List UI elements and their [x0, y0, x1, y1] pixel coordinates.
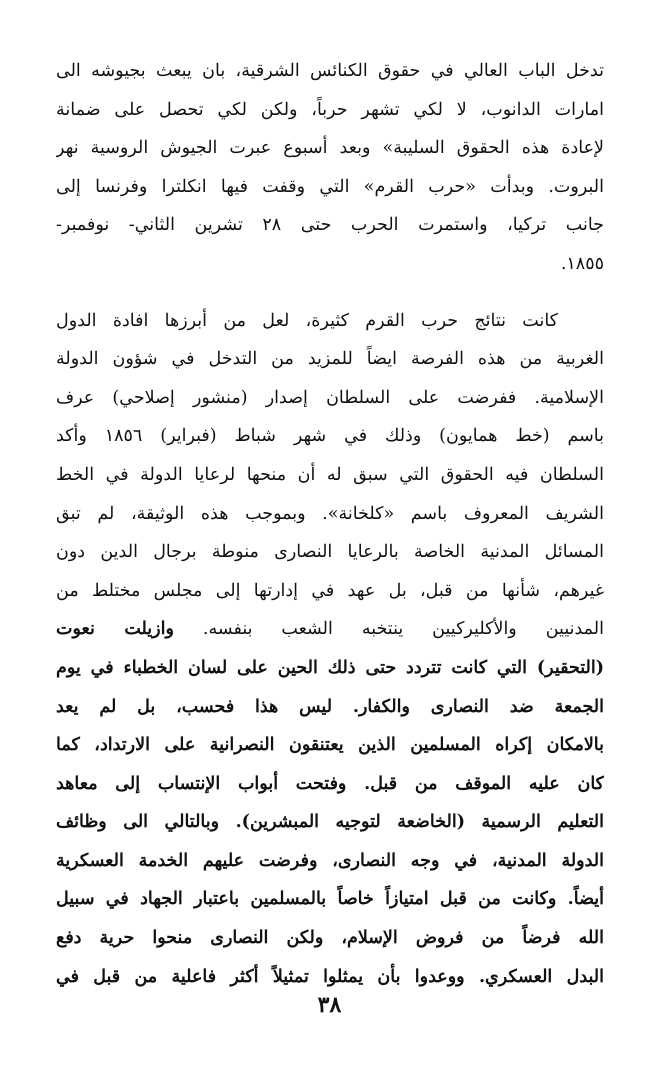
- bold-text-line: التعليم الرسمية (الخاضعة لتوجيه المبشرين). وبالتالي الى وظائف: [56, 812, 604, 833]
- text-line: الإسلامية. ففرضت على السلطان إصدار (منشور إصلاحي) عرف: [56, 387, 604, 408]
- text-line: جانب تركيا، واستمرت الحرب حتى ٢٨ تشرين الثاني- نوفمبر-: [56, 215, 604, 236]
- text-line: باسم (خط همايون) وذلك في شهر شباط (فبراير) ١٨٥٦ وأكد: [56, 426, 604, 447]
- text-line-mixed: [56, 610, 604, 649]
- bold-text: وازيلت نعوت: [56, 619, 174, 640]
- bold-text-line: (التحقير) التي كانت تتردد حتى ذلك الحين على لسان الخطباء في يوم: [56, 657, 604, 678]
- paragraph-1: [56, 52, 604, 284]
- paragraph-2: [56, 302, 604, 997]
- page-number: ٣٨: [317, 992, 342, 1018]
- text-line: المسائل المدنية الخاصة بالرعايا النصارى منوطة برجال الدين دون: [56, 542, 604, 563]
- bold-text-line: الدولة المدنية، في وجه النصارى، وفرضت عليهم الخدمة العسكرية: [56, 850, 604, 871]
- text-line: السلطان فيه الحقوق التي سبق له أن منحها لرعايا الدولة في الخط: [56, 464, 604, 485]
- text-line: تدخل الباب العالي في حقوق الكنائس الشرقية، بان يبعث بجيوشه الى: [56, 61, 604, 81]
- text-line: ١٨٥٥.: [560, 253, 604, 274]
- bold-text-line: كان عليه الموقف من قبل. وفتحت أبواب الإنتساب إلى معاهد: [56, 773, 604, 794]
- text-line: الغربية من هذه الفرصة ايضاً للمزيد من التدخل في شؤون الدولة: [56, 349, 604, 370]
- bold-text-line: الجمعة ضد النصارى والكفار. ليس هذا فحسب، بل لم يعد: [56, 696, 604, 717]
- text-line: البروت. وبدأت «حرب القرم» التي وقفت فيها انكلترا وفرنسا إلى: [56, 176, 604, 197]
- text-line: غيرهم، شأنها من قبل، بل عهد في إدارتها إلى مجلس مختلط من: [56, 580, 604, 601]
- paragraph-gap: [56, 284, 604, 302]
- bold-text-line: أيضاً. وكانت من قبل امتيازاً خاصاً بالمسلمين باعتبار الجهاد في سبيل: [56, 889, 604, 910]
- text-line: امارات الدانوب، لا لكي تشهر حرباً، ولكن لكي تحصل على ضمانة: [56, 99, 604, 120]
- text-line: كانت نتائج حرب القرم كثيرة، لعل من أبرزها افادة الدول: [56, 310, 558, 331]
- bold-text-line: بالامكان إكراه المسلمين الذين يعتنقون النصرانية على الارتداد، كما: [56, 735, 604, 756]
- text-line: لإعادة هذه الحقوق السليبة» وبعد أسبوع عبرت الجيوش الروسية نهر: [56, 138, 604, 159]
- text-line: الشريف المعروف باسم «كلخانة». وبموجب هذه الوثيقة، لم تبق: [56, 503, 604, 524]
- book-page: [56, 52, 604, 996]
- bold-text-line: البدل العسكري. ووعدوا بأن يمثلوا تمثيلاً أكثر فاعلية من قبل في: [56, 966, 604, 987]
- bold-text-line: الله فرضاً من فروض الإسلام، ولكن النصارى منحوا حرية دفع: [56, 928, 604, 949]
- regular-text: المدنيين والأكليركيين ينتخبه الشعب بنفسه.: [202, 619, 604, 640]
